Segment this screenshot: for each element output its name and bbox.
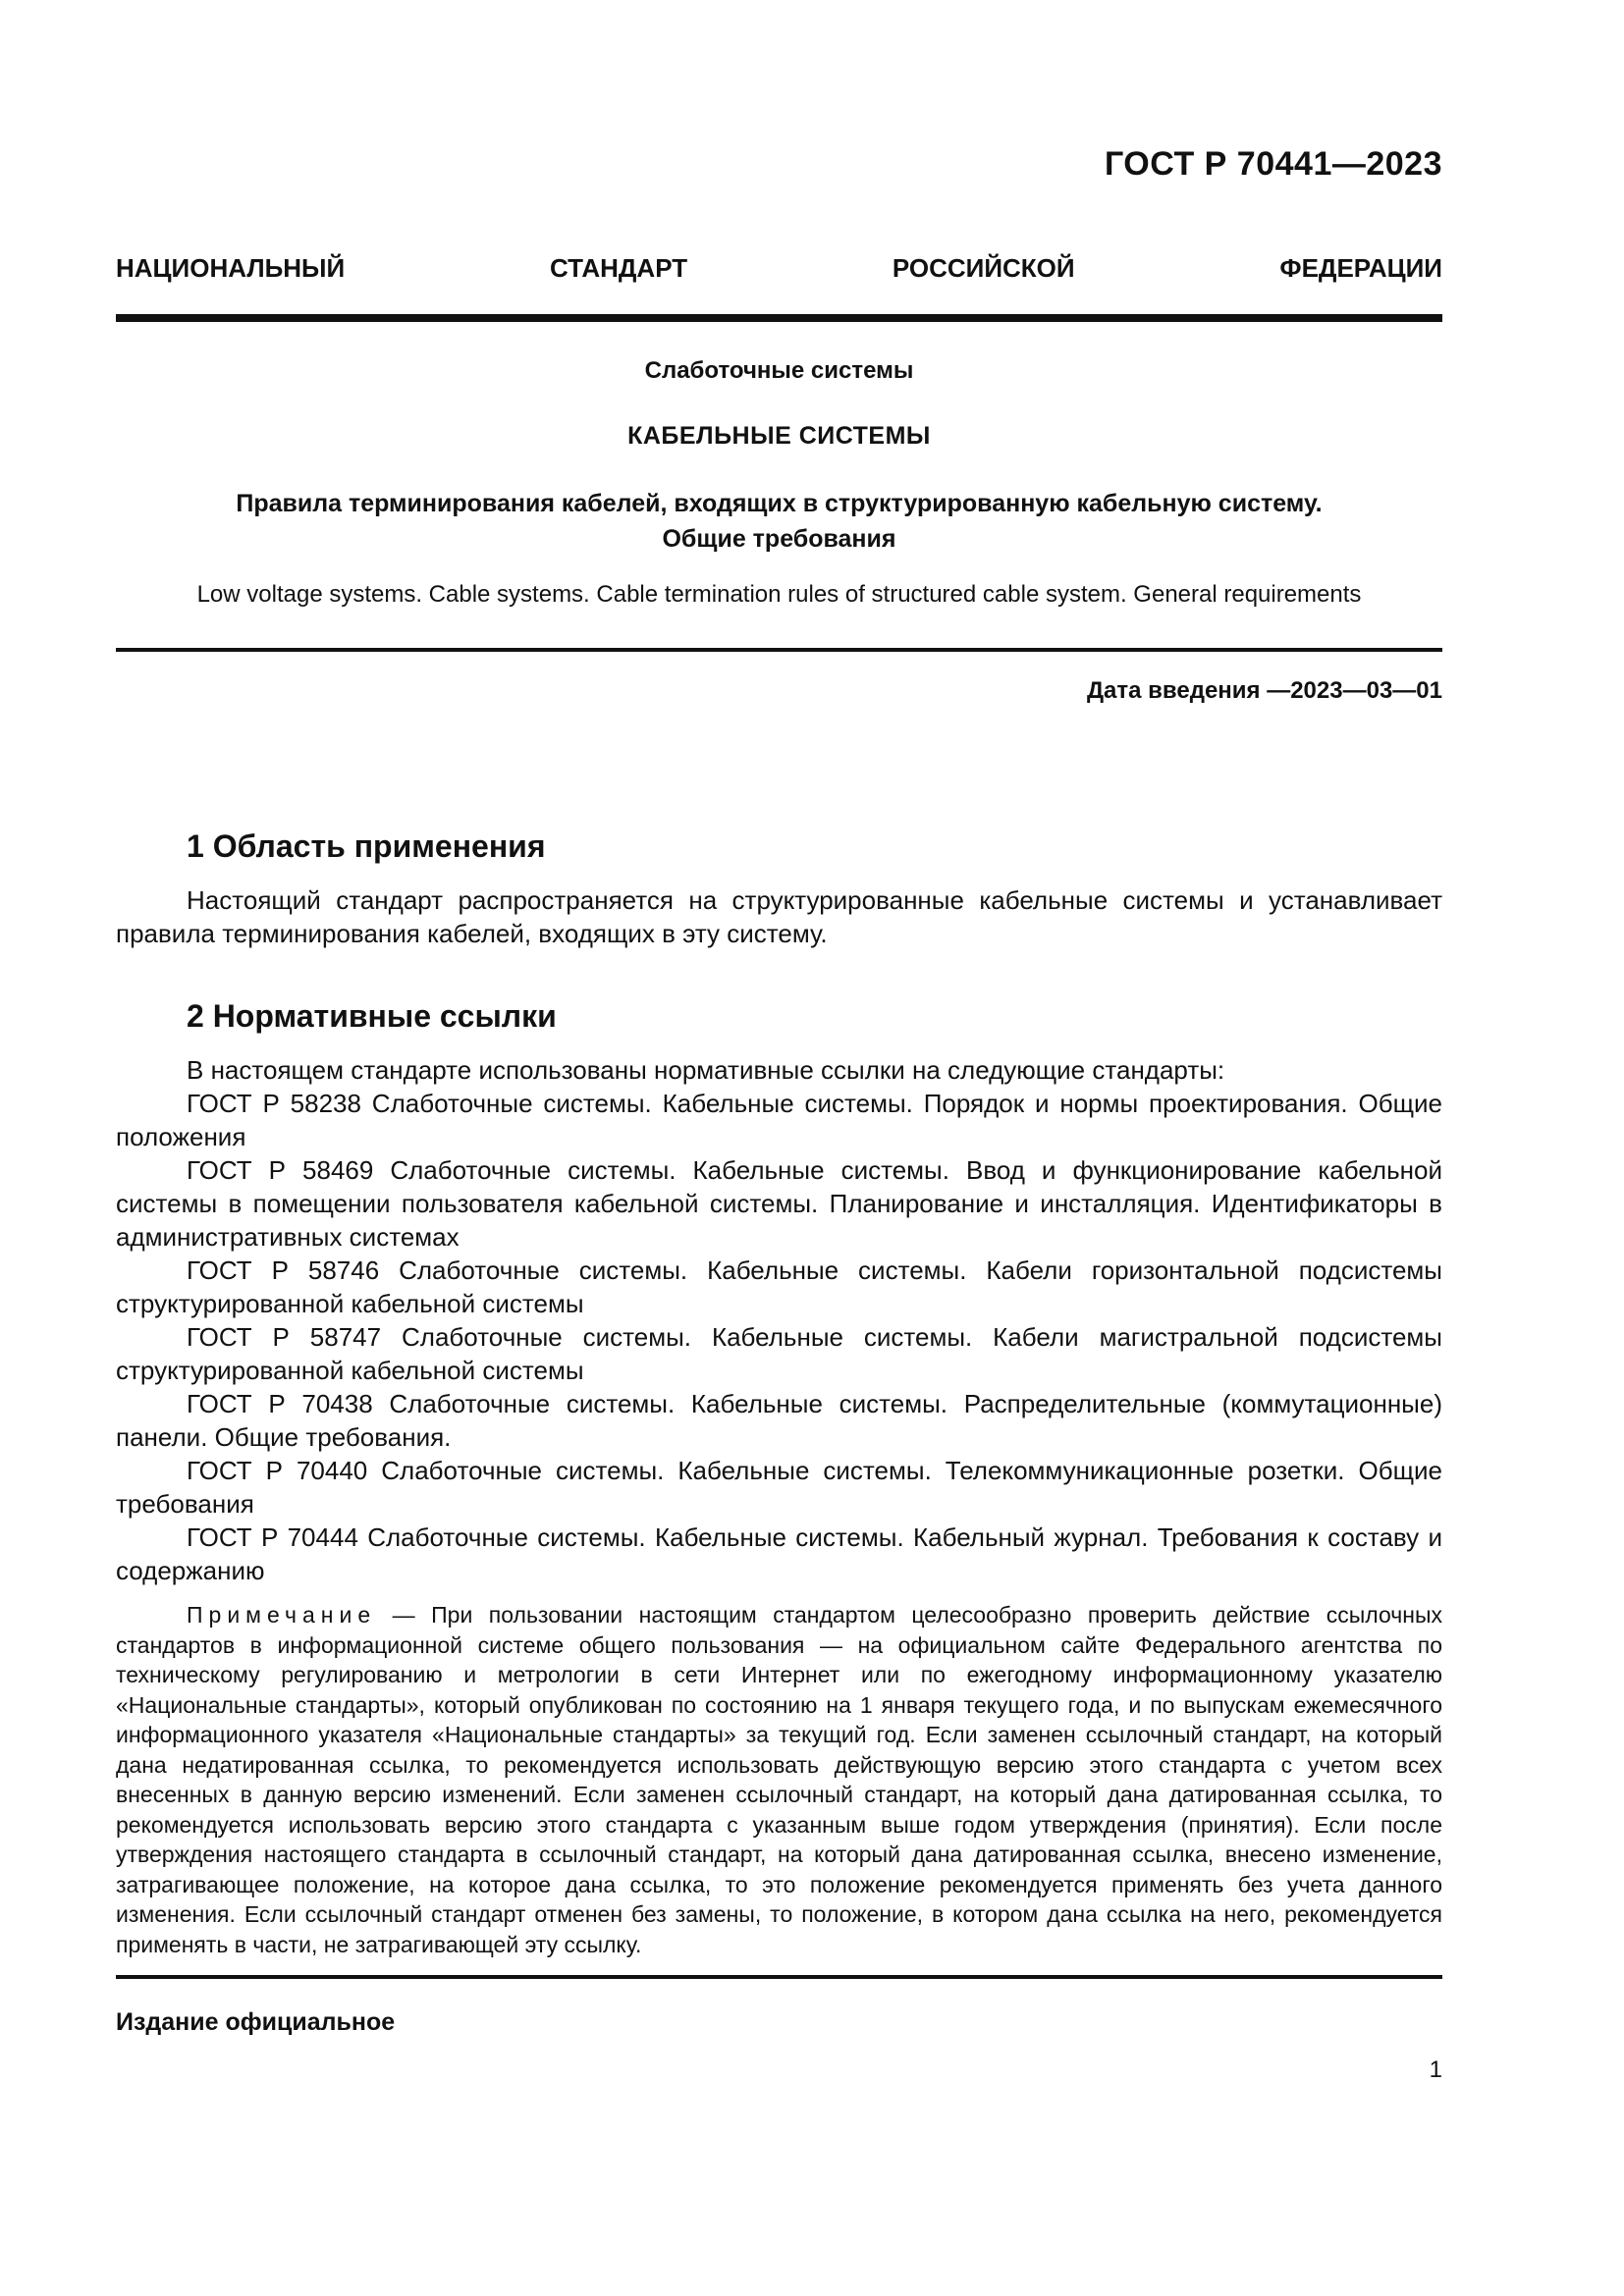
section-1-text — [116, 883, 1442, 950]
title-divider — [116, 648, 1442, 652]
paragraph: В настоящем стандарте использованы нормативные ссылки на следующие стандарты: — [187, 1055, 1225, 1085]
description-line-2: Общие требования — [662, 525, 896, 553]
section-1-heading: 1 Область применения — [187, 828, 546, 864]
reference-item: ГОСТ Р 58746 Слаботочные системы. Кабельные системы. Кабели горизонтальной подсистемы структурированной кабельной системы — [116, 1255, 1442, 1318]
section-2-text — [116, 1053, 1442, 1587]
standard-subtitle: Слаботочные системы — [644, 357, 914, 384]
introduction-date: Дата введения —2023—03—01 — [1086, 677, 1442, 704]
page-number: 1 — [1429, 2056, 1442, 2083]
reference-item: ГОСТ Р 58238 Слаботочные системы. Кабельные системы. Порядок и нормы проектирования. Общие положения — [116, 1089, 1442, 1151]
reference-item: ГОСТ Р 70440 Слаботочные системы. Кабельные системы. Телекоммуникационные розетки. Общие требования — [116, 1456, 1442, 1519]
note-label: Примечание — [187, 1602, 377, 1628]
reference-item: ГОСТ Р 58469 Слаботочные системы. Кабельные системы. Ввод и функционирование кабельной системы в помещении пользователя кабельной системы. Планирование и инсталляция. Идентификаторы в административных системах — [116, 1155, 1442, 1252]
reference-item: ГОСТ Р 70438 Слаботочные системы. Кабельные системы. Распределительные (коммутационные) панели. Общие требования. — [116, 1389, 1442, 1452]
standard-title: КАБЕЛЬНЫЕ СИСТЕМЫ — [627, 422, 931, 450]
reference-item: ГОСТ Р 58747 Слаботочные системы. Кабельные системы. Кабели магистральной подсистемы структурированной кабельной системы — [116, 1322, 1442, 1385]
english-title: Low voltage systems. Cable systems. Cable termination rules of structured cable system. General requirements — [196, 581, 1362, 608]
paragraph: Настоящий стандарт распространяется на структурированные кабельные системы и устанавливает правила терминирования кабелей, входящих в эту систему. — [116, 885, 1442, 948]
footer-divider — [116, 1975, 1442, 1979]
description-line-1: Правила терминирования кабелей, входящих в структурированную кабельную систему. — [236, 490, 1323, 517]
note-block — [116, 1600, 1442, 1959]
note-text: — При пользовании настоящим стандартом целесообразно проверить действие ссылочных стандартов в информационной системе общего пользования — на официальном сайте Федерального агентства по техническому регулированию и метрологии в сети Интернет или по ежегодному информационному указателю «Национальные стандарты», который опубликован по состоянию на 1 января текущего года, и по выпускам ежемесячного информационного указателя «Национальные стандарты» за текущий год. Если заменен ссылочный стандарт, на который дана недатированная ссылка, то рекомендуется использовать действующую версию этого стандарта с учетом всех внесенных в данную версию изменений. Если заменен ссылочный стандарт, на который дана датированная ссылка, то рекомендуется использовать версию этого стандарта с указанным выше годом утверждения (принятия). Если после утверждения настоящего стандарта в ссылочный стандарт, на который дана датированная ссылка, внесено изменение, затрагивающее положение, на которое дана ссылка, то это положение рекомендуется применять без учета данного изменения. Если ссылочный стандарт отменен без замены, то положение, в котором дана ссылка на него, рекомендуется применять в части, не затрагивающей эту ссылку. — [116, 1602, 1442, 1957]
section-2-heading: 2 Нормативные ссылки — [187, 998, 557, 1034]
reference-item: ГОСТ Р 70444 Слаботочные системы. Кабельные системы. Кабельный журнал. Требования к составу и содержанию — [116, 1522, 1442, 1585]
header-divider — [116, 314, 1442, 322]
note-paragraph — [116, 1600, 1442, 1959]
standard-description — [116, 486, 1442, 557]
official-edition-label: Издание официальное — [116, 2008, 396, 2036]
document-number: ГОСТ Р 70441—2023 — [1104, 145, 1442, 183]
national-standard-banner: НАЦИОНАЛЬНЫЙ СТАНДАРТ РОССИЙСКОЙ ФЕДЕРАЦИИ — [116, 253, 1442, 283]
